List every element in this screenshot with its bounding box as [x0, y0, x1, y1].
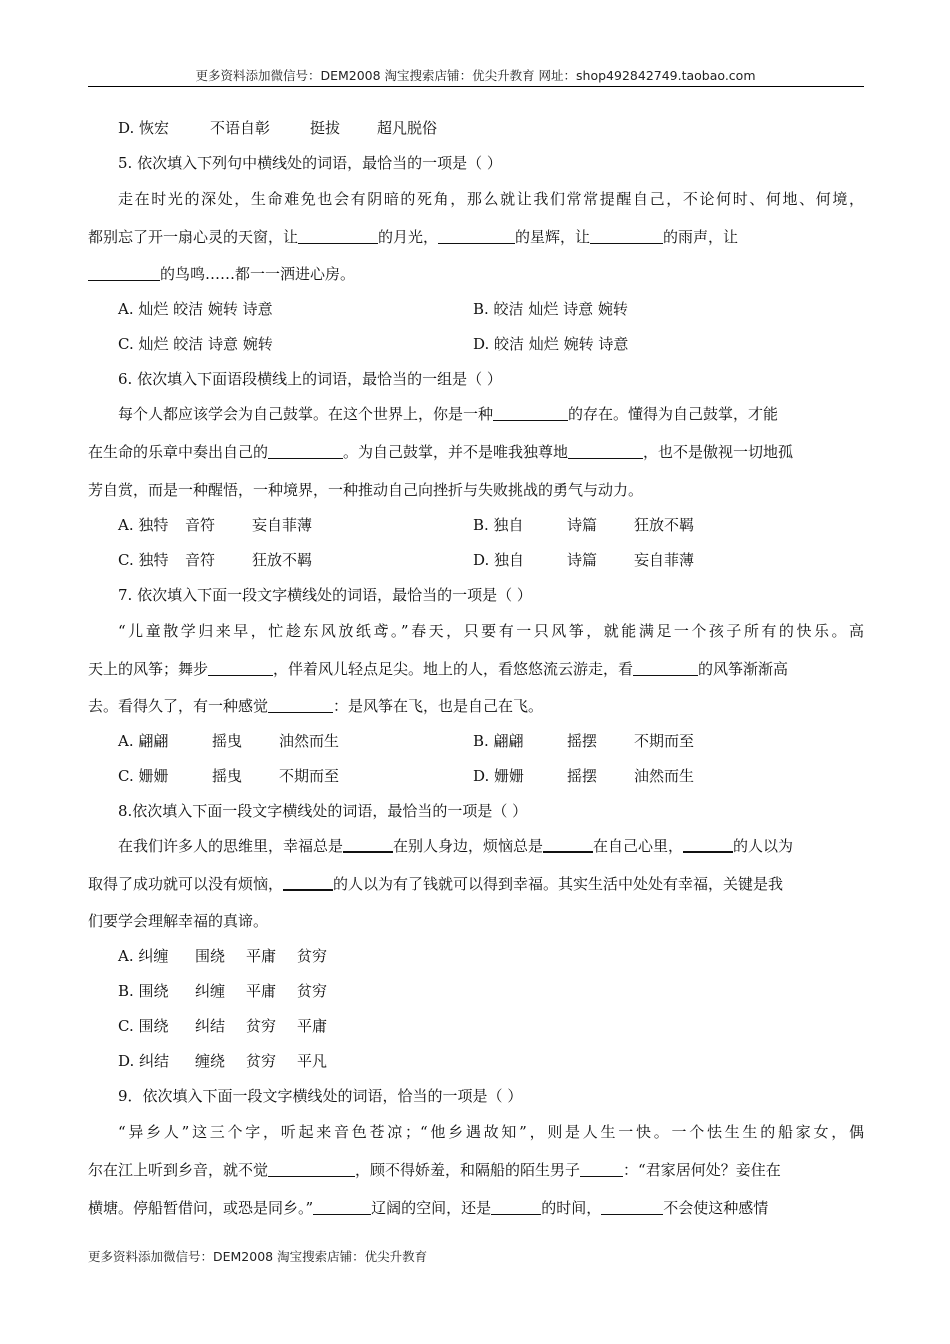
q5-para-line3 [88, 264, 864, 284]
q9-blank-4 [491, 1200, 541, 1215]
q6-b-1: B. 独自 [473, 516, 524, 534]
q6-b-2: 诗篇 [567, 516, 598, 534]
q4-d-1: D. 恢宏 [118, 119, 170, 137]
q8-para-line3: 们要学会理解幸福的真谛。 [88, 912, 269, 930]
page-header: 更多资料添加微信号：DEM2008 淘宝搜索店铺：优尖升教育 网址：shop492842749.taobao.com [195, 68, 756, 83]
q7-text-d: 去。看得久了，有一种感觉 [88, 697, 269, 715]
q5-option-d: D. 皎洁 灿烂 婉转 诗意 [473, 335, 629, 353]
q5-blank-4 [88, 266, 160, 281]
q4-d-3: 挺拔 [310, 119, 341, 137]
q7-blank-3 [268, 698, 333, 713]
q9-text-e: 辽阔的空间，还是 [371, 1199, 492, 1217]
q9-blank-1 [268, 1162, 355, 1177]
q6-text-b: 的存在。懂得为自己鼓掌，才能 [568, 405, 779, 423]
q6-para-line3: 芳自赏，而是一种醒悟，一种境界，一种推动自己向挫折与失败挑战的勇气与动力。 [88, 481, 644, 499]
q6-a-1: A. 独特 [118, 516, 169, 534]
q7-text-e: ：是风筝在飞，也是自己在飞。 [333, 697, 544, 715]
q9-para-line3 [88, 1198, 864, 1218]
q8-a-3: 平庸 [246, 947, 277, 965]
q6-a-3: 妄自菲薄 [252, 516, 313, 534]
q6-d-1: D. 独自 [473, 551, 525, 569]
q8-text-a: 在我们许多人的思维里，幸福总是 [118, 837, 344, 855]
q8-b-2: 纠缠 [195, 982, 226, 1000]
q7-option-d [473, 766, 950, 786]
q7-c-1: C. 姗姗 [118, 767, 169, 785]
q9-stem: 9．依次填入下面一段文字横线处的词语，恰当的一项是（ ） [118, 1087, 523, 1105]
q6-blank-3 [568, 444, 643, 459]
q5-text-a: 都别忘了开一扇心灵的天窗，让 [88, 228, 299, 246]
q8-blank-2 [543, 837, 593, 853]
q8-d-4: 平凡 [297, 1052, 328, 1070]
q7-text-c: 的风筝渐渐高 [698, 660, 789, 678]
q8-blank-3 [683, 837, 733, 853]
q7-para-line3 [88, 696, 864, 716]
q8-c-4: 平庸 [297, 1017, 328, 1035]
q7-text-b: ，伴着风儿轻点足尖。地上的人，看悠悠流云游走，看 [273, 660, 634, 678]
q6-option-b [473, 515, 950, 535]
q7-d-1: D. 姗姗 [473, 767, 525, 785]
q4-d-2: 不语自彰 [210, 119, 271, 137]
q8-c-1: C. 围绕 [118, 1017, 169, 1035]
q9-para-line1: “异乡人”这三个字，听起来音色苍凉；“他乡遇故知”，则是人生一快。一个怯生生的船家女，偶 [118, 1123, 864, 1141]
q9-text-b: ，顾不得娇羞，和隔船的陌生男子 [355, 1161, 581, 1179]
q6-c-1: C. 独特 [118, 551, 169, 569]
q8-blank-1 [343, 837, 393, 853]
q6-text-a: 每个人都应该学会为自己鼓掌。在这个世界上，你是一种 [118, 405, 494, 423]
q6-text-c: 在生命的乐章中奏出自己的 [88, 443, 269, 461]
q8-text-c: 在自己心里， [593, 837, 684, 855]
q8-para-line2 [88, 874, 864, 894]
q8-option-a [118, 946, 894, 966]
q6-c-3: 狂放不羁 [252, 551, 313, 569]
q9-text-c: ：“君家居何处？妾住在 [623, 1161, 781, 1179]
q5-text-b: 的月光， [378, 228, 439, 246]
q9-blank-3 [313, 1200, 371, 1215]
q6-text-e: ，也不是傲视一切地孤 [643, 443, 794, 461]
q7-c-2: 摇曳 [212, 767, 243, 785]
q8-para-line1 [118, 836, 864, 856]
q6-text-d: 。为自己鼓掌，并不是唯我独尊地 [343, 443, 569, 461]
q4-d-4: 超凡脱俗 [377, 119, 438, 137]
q5-para-line1: 走在时光的深处，生命难免也会有阴暗的死角，那么就让我们常常提醒自己，不论何时、何地、何境， [118, 190, 864, 208]
q6-para-line2 [88, 442, 864, 462]
q9-blank-2 [580, 1162, 623, 1177]
q9-text-f: 的时间， [541, 1199, 602, 1217]
q5-option-c: C. 灿烂 皎洁 诗意 婉转 [118, 335, 273, 353]
q7-option-b [473, 731, 950, 751]
q8-d-1: D. 纠结 [118, 1052, 170, 1070]
q8-text-b: 在别人身边，烦恼总是 [393, 837, 544, 855]
q8-a-4: 贫穷 [297, 947, 328, 965]
q8-d-2: 缠绕 [195, 1052, 226, 1070]
q7-c-3: 不期而至 [279, 767, 340, 785]
q5-text-e: 的鸟鸣……都一一洒进心房。 [160, 265, 356, 283]
q9-para-line2 [88, 1160, 864, 1180]
q6-b-3: 狂放不羁 [634, 516, 695, 534]
q8-b-4: 贫穷 [297, 982, 328, 1000]
q6-a-2: 音符 [185, 516, 216, 534]
q7-stem: 7. 依次填入下面一段文字横线处的词语，最恰当的一项是（ ） [118, 586, 532, 604]
q8-option-d [118, 1051, 894, 1071]
q5-text-c: 的星辉，让 [515, 228, 591, 246]
q6-blank-1 [493, 406, 568, 421]
header-rule [88, 86, 864, 87]
q6-stem: 6. 依次填入下面语段横线上的词语，最恰当的一组是（ ） [118, 370, 502, 388]
q9-text-d: 横塘。停船暂借问，或恐是同乡。” [88, 1199, 314, 1217]
q5-blank-2 [438, 229, 515, 244]
q7-para-line1: “儿童散学归来早，忙趁东风放纸鸢。”春天，只要有一只风筝，就能满足一个孩子所有的快乐。高 [118, 622, 864, 640]
q5-para-line2 [88, 227, 864, 247]
q8-a-1: A. 纠缠 [118, 947, 169, 965]
q8-blank-4 [283, 875, 333, 891]
q8-c-2: 纠结 [195, 1017, 226, 1035]
q7-para-line2 [88, 659, 864, 679]
q8-text-e: 取得了成功就可以没有烦恼， [88, 875, 284, 893]
q7-b-3: 不期而至 [634, 732, 695, 750]
q8-b-1: B. 围绕 [118, 982, 169, 1000]
q8-b-3: 平庸 [246, 982, 277, 1000]
q7-blank-2 [633, 661, 698, 676]
q8-text-d: 的人以为 [733, 837, 794, 855]
q8-a-2: 围绕 [195, 947, 226, 965]
q4-option-d [118, 118, 894, 138]
q7-a-2: 摇曳 [212, 732, 243, 750]
q8-d-3: 贫穷 [246, 1052, 277, 1070]
q5-blank-3 [590, 229, 663, 244]
q5-option-b: B. 皎洁 灿烂 诗意 婉转 [473, 300, 628, 318]
q9-blank-5 [601, 1200, 663, 1215]
q6-para-line1 [118, 404, 864, 424]
q7-text-a: 天上的风筝；舞步 [88, 660, 209, 678]
q6-option-d [473, 550, 950, 570]
q9-text-g: 不会使这种感情 [663, 1199, 769, 1217]
q7-d-2: 摇摆 [567, 767, 598, 785]
q7-b-1: B. 翩翩 [473, 732, 524, 750]
page-footer: 更多资料添加微信号：DEM2008 淘宝搜索店铺：优尖升教育 [88, 1249, 428, 1264]
q6-d-2: 诗篇 [567, 551, 598, 569]
q5-option-a: A. 灿烂 皎洁 婉转 诗意 [118, 300, 273, 318]
q9-text-a: 尔在江上听到乡音，就不觉 [88, 1161, 269, 1179]
q8-text-f: 的人以为有了钱就可以得到幸福。其实生活中处处有幸福，关键是我 [333, 875, 784, 893]
q5-stem: 5. 依次填入下列句中横线处的词语，最恰当的一项是（ ） [118, 154, 502, 172]
q8-stem: 8.依次填入下面一段文字横线处的词语，最恰当的一项是（ ） [118, 802, 528, 820]
q8-c-3: 贫穷 [246, 1017, 277, 1035]
q8-option-c [118, 1016, 894, 1036]
q8-option-b [118, 981, 894, 1001]
q5-blank-1 [298, 229, 378, 244]
q6-c-2: 音符 [185, 551, 216, 569]
q5-text-d: 的雨声，让 [663, 228, 739, 246]
q7-a-1: A. 翩翩 [118, 732, 169, 750]
q7-b-2: 摇摆 [567, 732, 598, 750]
q7-blank-1 [208, 661, 273, 676]
q6-d-3: 妄自菲薄 [634, 551, 695, 569]
q7-d-3: 油然而生 [634, 767, 695, 785]
q6-blank-2 [268, 444, 343, 459]
q7-a-3: 油然而生 [279, 732, 340, 750]
